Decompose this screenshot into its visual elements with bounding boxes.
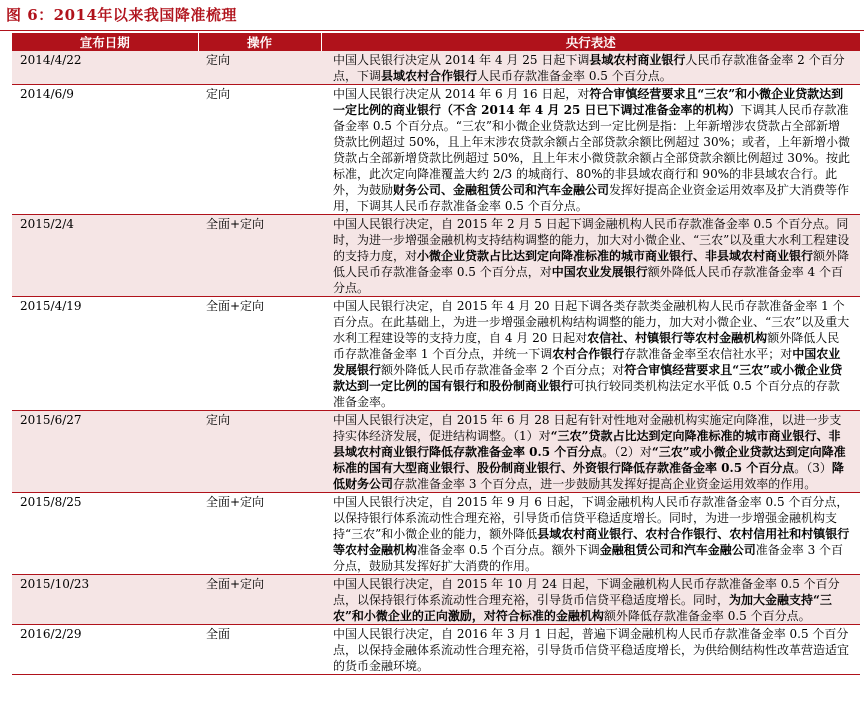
operation-cell: 全面+定向 xyxy=(198,493,321,575)
table-row xyxy=(12,297,860,411)
statement-segment: 中国人民银行决定从 2014 年 6 月 16 日起，对 xyxy=(333,87,590,101)
statement-segment: 额外降低人民币存款准备金率 2 个百分点；对 xyxy=(381,363,625,377)
statement-segment: 中国人民银行决定，自 2015 年 9 月 6 日起，下调金融机构人民币存款准备金率 0.5 个百分点，以保持银行体系流动性合理充裕，引导货币信贷平稳适度增长。同时，为进一步增强金融机构支持“三农”和小微企业的能力，额外降低 xyxy=(333,495,849,541)
statement-bold-segment: “三农”或小微企业贷款达到定向降准标准的国有大型商业银行、股份制商业银行、外资银行降低存款准备金率 0.5 个百分点 xyxy=(333,445,846,475)
statement-bold-segment: 金融租赁公司和汽车金融公司 xyxy=(599,543,756,557)
statement-cell xyxy=(321,625,860,675)
statement-bold-segment: 符合审慎经营要求且“三农”和小微企业贷款达到一定比例的商业银行（不含 2014 年 4 月 25 日已下调过准备金率的机构） xyxy=(333,87,844,117)
statement-segment: 准备金率 0.5 个百分点。额外下调 xyxy=(417,543,600,557)
statement-cell xyxy=(321,215,860,297)
statement-segment: 中国人民银行决定，自 2015 年 6 月 28 日起有针对性地对金融机构实施定向降准，以进一步支持实体经济发展，促进结构调整。（1）对 xyxy=(333,413,842,443)
header-operation: 操作 xyxy=(198,33,321,51)
table-row xyxy=(12,575,860,625)
statement-bold-segment: 县域农村合作银行 xyxy=(381,69,478,83)
statement-bold-segment: 农村合作银行 xyxy=(552,347,625,361)
statement-segment: 可执行较同类机构法定水平低 0.5 个百分点的存款准备金率。 xyxy=(333,379,840,409)
statement-segment: 中国人民银行决定从 2014 年 4 月 25 日起下调 xyxy=(333,53,590,67)
title-rule xyxy=(0,30,864,31)
statement-cell xyxy=(321,411,860,493)
statement-bold-segment: 小微企业贷款占比达到定向降准标准的城市商业银行、非县域农村商业银行 xyxy=(417,249,814,263)
statement-cell xyxy=(321,297,860,411)
date-cell: 2014/6/9 xyxy=(12,85,198,215)
statement-bold-segment: 农信社、村镇银行等农村金融机构 xyxy=(587,331,768,345)
date-cell: 2015/2/4 xyxy=(12,215,198,297)
header-row xyxy=(12,33,860,51)
date-cell: 2015/10/23 xyxy=(12,575,198,625)
statement-segment: 人民币存款准备金率 2 个百分点，下调 xyxy=(333,53,845,83)
table-row xyxy=(12,85,860,215)
operation-cell: 定向 xyxy=(198,85,321,215)
statement-bold-segment: 符合审慎经营要求且“三农”或小微企业贷款达到一定比例的国有银行和股份制商业银行 xyxy=(333,363,843,393)
statement-bold-segment: 县域农村商业银行 xyxy=(589,53,686,67)
table-row xyxy=(12,411,860,493)
table-row xyxy=(12,215,860,297)
date-cell: 2016/2/29 xyxy=(12,625,198,675)
statement-segment: 存款准备金率 3 个百分点，进一步鼓励其发挥好提高企业资金运用效率的作用。 xyxy=(393,477,817,491)
header-date: 宣布日期 xyxy=(12,33,198,51)
statement-bold-segment: 降低财务公司 xyxy=(333,461,844,491)
operation-cell: 全面 xyxy=(198,625,321,675)
statement-segment: 额外降低人民币存款准备金率 4 个百分点。 xyxy=(333,265,843,295)
table-row xyxy=(12,493,860,575)
operation-cell: 全面+定向 xyxy=(198,297,321,411)
date-cell: 2015/6/27 xyxy=(12,411,198,493)
statement-bold-segment: 财务公司、金融租赁公司和汽车金融公司 xyxy=(393,183,610,197)
date-cell: 2014/4/22 xyxy=(12,51,198,85)
statement-segment: 中国人民银行决定，自 2015 年 10 月 24 日起，下调金融机构人民币存款准备金率 0.5 个百分点，以保持银行体系流动性合理充裕，引导货币信贷平稳适度增长。同时， xyxy=(333,577,840,607)
statement-segment: 人民币存款准备金率 0.5 个百分点。 xyxy=(477,69,672,83)
statement-segment: 准备金率 3 个百分点，鼓励其发挥好扩大消费的作用。 xyxy=(333,543,844,573)
operation-cell: 定向 xyxy=(198,51,321,85)
statement-cell xyxy=(321,85,860,215)
statement-segment: 额外降低人民币存款准备金率 0.5 个百分点，对 xyxy=(333,249,850,279)
table-header xyxy=(12,33,860,51)
figure-title: 图 6：2014年以来我国降准梳理 xyxy=(6,6,237,24)
operation-cell: 定向 xyxy=(198,411,321,493)
statement-segment: 。（2）对 xyxy=(602,445,652,459)
statement-bold-segment: 中国农业发展银行 xyxy=(333,347,841,377)
table-row xyxy=(12,625,860,675)
statement-segment: 中国人民银行决定，自 2015 年 2 月 5 日起下调金融机构人民币存款准备金率 0.5 个百分点。同时，为进一步增强金融机构支持结构调整的能力，加大对小微企业、“三农”以及重大水利工程建设的支持力度，对 xyxy=(333,217,850,263)
statement-segment: 额外降低人民币存款准备金率 1 个百分点，并统一下调 xyxy=(333,331,840,361)
operation-cell: 全面+定向 xyxy=(198,575,321,625)
statement-segment: 下调其人民币存款准备金率 0.5 个百分点。“三农”和小微企业贷款达到一定比例是指：上年新增涉农贷款占全部新增贷款比例超过 50%，且上年末涉农贷款余额占全部贷款余额比例超过 30%；或者，上年新增小微贷款占全部新增贷款比例超过 50%，且上年末小微贷款余额占全部贷款余额比例超过 30%。按此标准，此次定向降准覆盖大约 2/3 的城商行、80%的非县域农商行和 90%的非县域农合行。此外，为鼓励 xyxy=(333,103,850,197)
statement-cell xyxy=(321,51,860,85)
statement-cell xyxy=(321,575,860,625)
header-statement: 央行表述 xyxy=(321,33,860,51)
statement-bold-segment: 县域农村商业银行、农村合作银行、农村信用社和村镇银行等农村金融机构 xyxy=(333,527,850,557)
statement-segment: 。（3） xyxy=(794,461,832,475)
statement-segment: 存款准备金率至农信社水平；对 xyxy=(624,347,793,361)
statement-bold-segment: “三农”贷款占比达到定向降准标准的城市商业银行、非县域农村商业银行降低存款准备金率 0.5 个百分点 xyxy=(333,429,841,459)
date-cell: 2015/8/25 xyxy=(12,493,198,575)
table-body xyxy=(12,51,860,675)
statement-segment: 中国人民银行决定，自 2016 年 3 月 1 日起，普遍下调金融机构人民币存款准备金率 0.5 个百分点，以保持金融体系流动性合理充裕，引导货币信贷平稳适度增长，为供给侧结构性改革营造适宜的货币金融环境。 xyxy=(333,627,850,673)
statement-bold-segment: 中国农业发展银行 xyxy=(551,265,648,279)
statement-segment: 发挥好提高企业资金运用效率及扩大消费等作用，下调其人民币存款准备金率 0.5 个百分点。 xyxy=(333,183,850,213)
rrr-cut-table xyxy=(12,33,860,675)
operation-cell: 全面+定向 xyxy=(198,215,321,297)
statement-segment: 中国人民银行决定，自 2015 年 4 月 20 日起下调各类存款类金融机构人民币存款准备金率 1 个百分点。在此基础上，为进一步增强金融机构结构调整的能力，加大对小微企业、“三农”以及重大水利工程建设等的支持力度，自 4 月 20 日起对 xyxy=(333,299,850,345)
table-row xyxy=(12,51,860,85)
statement-cell xyxy=(321,493,860,575)
statement-bold-segment: 为加大金融支持“三农”和小微企业的正向激励，对符合标准的金融机构 xyxy=(333,593,832,623)
statement-segment: 额外降低存款准备金率 0.5 个百分点。 xyxy=(603,609,811,623)
date-cell: 2015/4/19 xyxy=(12,297,198,411)
